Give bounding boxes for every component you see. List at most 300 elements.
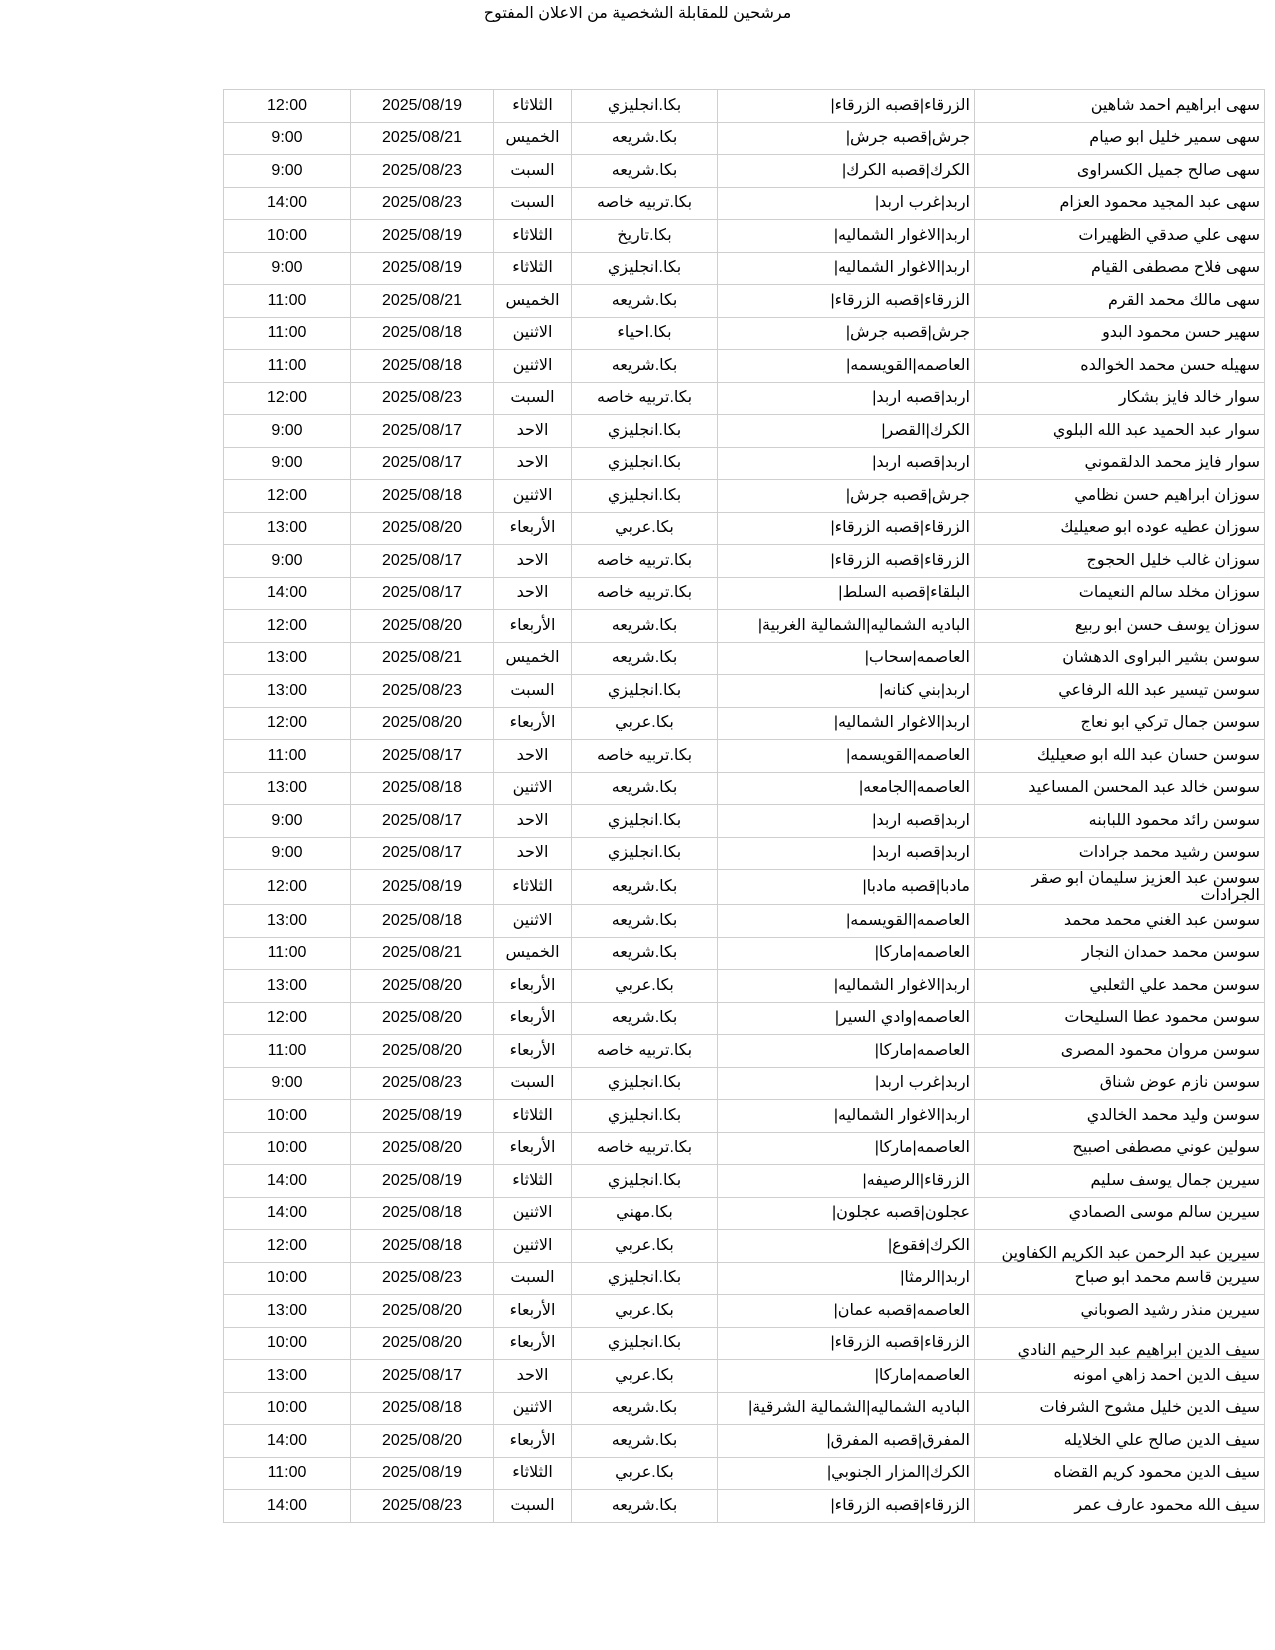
interview-time: 10:00 bbox=[224, 1100, 351, 1133]
candidate-specialty: بكا.تربيه خاصه bbox=[572, 1035, 718, 1068]
candidate-name: سهى ابراهيم احمد شاهين bbox=[975, 90, 1265, 123]
interview-day: الأربعاء bbox=[494, 610, 572, 643]
interview-date: 2025/08/23 bbox=[351, 1067, 494, 1100]
candidate-location: العاصمه|ماركا| bbox=[718, 1360, 975, 1393]
interview-day: الاثنين bbox=[494, 1392, 572, 1425]
candidate-location: اربد|الرمثا| bbox=[718, 1262, 975, 1295]
interview-time: 12:00 bbox=[224, 1230, 351, 1263]
table-row bbox=[224, 642, 1265, 675]
interview-date: 2025/08/20 bbox=[351, 1002, 494, 1035]
candidate-specialty: بكا.انجليزي bbox=[572, 90, 718, 123]
candidate-name: سهير حسن محمود البدو bbox=[975, 317, 1265, 350]
table-row bbox=[224, 90, 1265, 123]
candidate-specialty: بكا.احياء bbox=[572, 317, 718, 350]
interview-time: 12:00 bbox=[224, 480, 351, 513]
interview-day: السبت bbox=[494, 155, 572, 188]
candidate-specialty: بكا.تربيه خاصه bbox=[572, 1132, 718, 1165]
candidate-location: اربد|قصبه اربد| bbox=[718, 805, 975, 838]
interview-time: 9:00 bbox=[224, 447, 351, 480]
table-row bbox=[224, 805, 1265, 838]
candidate-specialty: بكا.شريعه bbox=[572, 1392, 718, 1425]
candidate-location: العاصمه|ماركا| bbox=[718, 937, 975, 970]
candidate-location: العاصمه|ماركا| bbox=[718, 1035, 975, 1068]
candidate-specialty: بكا.تربيه خاصه bbox=[572, 382, 718, 415]
candidate-location: العاصمه|القويسمه| bbox=[718, 905, 975, 938]
interview-date: 2025/08/17 bbox=[351, 1360, 494, 1393]
interview-time: 11:00 bbox=[224, 285, 351, 318]
interview-date: 2025/08/18 bbox=[351, 317, 494, 350]
candidate-name: سهى سمير خليل ابو صيام bbox=[975, 122, 1265, 155]
interview-time: 14:00 bbox=[224, 1197, 351, 1230]
candidate-name: سوسن خالد عبد المحسن المساعيد bbox=[975, 772, 1265, 805]
candidate-specialty: بكا.انجليزي bbox=[572, 1067, 718, 1100]
interview-time: 11:00 bbox=[224, 740, 351, 773]
interview-date: 2025/08/20 bbox=[351, 1035, 494, 1068]
candidate-specialty: بكا.انجليزي bbox=[572, 480, 718, 513]
candidate-location: اربد|الاغوار الشماليه| bbox=[718, 970, 975, 1003]
table-row bbox=[224, 905, 1265, 938]
interview-time: 11:00 bbox=[224, 317, 351, 350]
candidate-specialty: بكا.شريعه bbox=[572, 155, 718, 188]
interview-day: الأربعاء bbox=[494, 1132, 572, 1165]
candidate-location: البلقاء|قصبه السلط| bbox=[718, 577, 975, 610]
interview-date: 2025/08/19 bbox=[351, 1100, 494, 1133]
candidate-name: سهى صالح جميل الكسراوى bbox=[975, 155, 1265, 188]
candidate-specialty: بكا.عربي bbox=[572, 1360, 718, 1393]
candidate-location: الكرك|القصر| bbox=[718, 415, 975, 448]
interview-day: الخميس bbox=[494, 937, 572, 970]
candidate-location: اربد|غرب اربد| bbox=[718, 187, 975, 220]
candidate-name: سهى علي صدقي الظهيرات bbox=[975, 220, 1265, 253]
candidate-location: اربد|غرب اربد| bbox=[718, 1067, 975, 1100]
interview-date: 2025/08/17 bbox=[351, 805, 494, 838]
interview-day: الاحد bbox=[494, 415, 572, 448]
candidate-specialty: بكا.انجليزي bbox=[572, 415, 718, 448]
interview-date: 2025/08/20 bbox=[351, 512, 494, 545]
table-row bbox=[224, 740, 1265, 773]
interview-time: 13:00 bbox=[224, 772, 351, 805]
candidate-specialty: بكا.شريعه bbox=[572, 1002, 718, 1035]
interview-time: 12:00 bbox=[224, 382, 351, 415]
table-row bbox=[224, 187, 1265, 220]
candidate-location: مادبا|قصبه مادبا| bbox=[718, 870, 975, 905]
table-row bbox=[224, 350, 1265, 383]
candidate-name: سيرين منذر رشيد الصوباني bbox=[975, 1295, 1265, 1328]
candidate-specialty: بكا.مهني bbox=[572, 1197, 718, 1230]
interview-time: 12:00 bbox=[224, 1002, 351, 1035]
interview-day: الثلاثاء bbox=[494, 252, 572, 285]
candidate-specialty: بكا.تربيه خاصه bbox=[572, 740, 718, 773]
interview-time: 12:00 bbox=[224, 610, 351, 643]
candidate-name: سوسن محمود عطا السليحات bbox=[975, 1002, 1265, 1035]
interview-date: 2025/08/19 bbox=[351, 1165, 494, 1198]
candidate-name: سيف الدين خليل مشوح الشرفات bbox=[975, 1392, 1265, 1425]
interview-day: الأربعاء bbox=[494, 1295, 572, 1328]
interview-day: الأربعاء bbox=[494, 707, 572, 740]
candidate-name: سوسن وليد محمد الخالدي bbox=[975, 1100, 1265, 1133]
candidate-location: الكرك|المزار الجنوبي| bbox=[718, 1457, 975, 1490]
interview-time: 12:00 bbox=[224, 707, 351, 740]
candidate-name: سيرين سالم موسى الصمادي bbox=[975, 1197, 1265, 1230]
candidate-specialty: بكا.شريعه bbox=[572, 610, 718, 643]
interview-time: 10:00 bbox=[224, 220, 351, 253]
candidate-name: سوزان غالب خليل الحجوج bbox=[975, 545, 1265, 578]
table-row bbox=[224, 1132, 1265, 1165]
interview-time: 13:00 bbox=[224, 642, 351, 675]
interview-time: 14:00 bbox=[224, 1490, 351, 1523]
candidate-name: سوزان ابراهيم حسن نظامي bbox=[975, 480, 1265, 513]
candidate-location: اربد|قصبه اربد| bbox=[718, 447, 975, 480]
interview-time: 11:00 bbox=[224, 1457, 351, 1490]
table-row bbox=[224, 512, 1265, 545]
interview-date: 2025/08/17 bbox=[351, 740, 494, 773]
interview-day: السبت bbox=[494, 1490, 572, 1523]
interview-day: الأربعاء bbox=[494, 970, 572, 1003]
interview-time: 9:00 bbox=[224, 805, 351, 838]
candidate-location: الباديه الشماليه|الشمالية الشرقية| bbox=[718, 1392, 975, 1425]
candidate-name: سوسن عبد العزيز سليمان ابو صقر الجرادات bbox=[975, 870, 1265, 905]
interview-time: 10:00 bbox=[224, 1132, 351, 1165]
interview-day: السبت bbox=[494, 1262, 572, 1295]
candidate-location: الزرقاء|قصبه الزرقاء| bbox=[718, 90, 975, 123]
candidate-specialty: بكا.انجليزي bbox=[572, 1262, 718, 1295]
table-row bbox=[224, 252, 1265, 285]
interview-date: 2025/08/23 bbox=[351, 187, 494, 220]
candidate-specialty: بكا.شريعه bbox=[572, 937, 718, 970]
interview-time: 14:00 bbox=[224, 1425, 351, 1458]
interview-day: الأربعاء bbox=[494, 512, 572, 545]
candidate-name: سيف الدين احمد زاهي امونه bbox=[975, 1360, 1265, 1393]
table-row bbox=[224, 772, 1265, 805]
interview-date: 2025/08/21 bbox=[351, 642, 494, 675]
candidate-specialty: بكا.انجليزي bbox=[572, 1100, 718, 1133]
interview-date: 2025/08/20 bbox=[351, 707, 494, 740]
table-row bbox=[224, 285, 1265, 318]
candidate-specialty: بكا.تربيه خاصه bbox=[572, 187, 718, 220]
candidate-specialty: بكا.انجليزي bbox=[572, 447, 718, 480]
interview-time: 11:00 bbox=[224, 1035, 351, 1068]
candidate-location: جرش|قصبه جرش| bbox=[718, 317, 975, 350]
table-row bbox=[224, 707, 1265, 740]
table-row bbox=[224, 675, 1265, 708]
table-row bbox=[224, 220, 1265, 253]
candidate-location: العاصمه|القويسمه| bbox=[718, 350, 975, 383]
interview-day: الثلاثاء bbox=[494, 1457, 572, 1490]
interview-day: الاحد bbox=[494, 740, 572, 773]
candidate-location: العاصمه|سحاب| bbox=[718, 642, 975, 675]
interview-date: 2025/08/18 bbox=[351, 1230, 494, 1263]
candidate-location: الكرك|فقوع| bbox=[718, 1230, 975, 1263]
candidate-specialty: بكا.انجليزي bbox=[572, 805, 718, 838]
table-row bbox=[224, 1230, 1265, 1263]
table-row bbox=[224, 577, 1265, 610]
candidate-location: العاصمه|القويسمه| bbox=[718, 740, 975, 773]
table-row bbox=[224, 545, 1265, 578]
table-row bbox=[224, 1262, 1265, 1295]
interview-time: 9:00 bbox=[224, 1067, 351, 1100]
interview-time: 9:00 bbox=[224, 252, 351, 285]
candidate-name: سيرين عبد الرحمن عبد الكريم الكفاوين bbox=[975, 1230, 1265, 1263]
interview-date: 2025/08/20 bbox=[351, 1295, 494, 1328]
interview-day: السبت bbox=[494, 382, 572, 415]
interview-date: 2025/08/20 bbox=[351, 610, 494, 643]
interview-day: الثلاثاء bbox=[494, 90, 572, 123]
page-title: مرشحين للمقابلة الشخصية من الاعلان المفتوح bbox=[483, 5, 792, 22]
candidate-name: سوسن تيسير عبد الله الرفاعي bbox=[975, 675, 1265, 708]
candidate-name: سهى فلاح مصطفى القيام bbox=[975, 252, 1265, 285]
candidate-location: الزرقاء|قصبه الزرقاء| bbox=[718, 545, 975, 578]
candidate-name: سوزان مخلد سالم النعيمات bbox=[975, 577, 1265, 610]
interview-time: 13:00 bbox=[224, 1360, 351, 1393]
table-row bbox=[224, 1295, 1265, 1328]
candidate-name: سوسن حسان عبد الله ابو صعيليك bbox=[975, 740, 1265, 773]
candidate-location: الزرقاء|الرصيفه| bbox=[718, 1165, 975, 1198]
interview-date: 2025/08/17 bbox=[351, 837, 494, 870]
candidate-location: جرش|قصبه جرش| bbox=[718, 122, 975, 155]
interview-time: 13:00 bbox=[224, 512, 351, 545]
interview-date: 2025/08/18 bbox=[351, 350, 494, 383]
candidate-name: سوسن محمد علي الثعلبي bbox=[975, 970, 1265, 1003]
candidate-specialty: بكا.عربي bbox=[572, 512, 718, 545]
candidate-specialty: بكا.انجليزي bbox=[572, 1327, 718, 1360]
interview-date: 2025/08/20 bbox=[351, 1132, 494, 1165]
candidate-location: العاصمه|قصبه عمان| bbox=[718, 1295, 975, 1328]
table-row bbox=[224, 837, 1265, 870]
interview-day: الخميس bbox=[494, 642, 572, 675]
candidate-name: سهيله حسن محمد الخوالده bbox=[975, 350, 1265, 383]
candidate-location: اربد|قصبه اربد| bbox=[718, 837, 975, 870]
interview-day: السبت bbox=[494, 187, 572, 220]
candidate-location: العاصمه|الجامعه| bbox=[718, 772, 975, 805]
candidate-specialty: بكا.شريعه bbox=[572, 642, 718, 675]
table-row bbox=[224, 1100, 1265, 1133]
interview-time: 10:00 bbox=[224, 1262, 351, 1295]
interview-time: 13:00 bbox=[224, 970, 351, 1003]
table-row bbox=[224, 937, 1265, 970]
candidate-location: جرش|قصبه جرش| bbox=[718, 480, 975, 513]
candidate-location: اربد|الاغوار الشماليه| bbox=[718, 252, 975, 285]
interview-date: 2025/08/18 bbox=[351, 772, 494, 805]
table-row bbox=[224, 122, 1265, 155]
candidate-name: سوسن جمال تركي ابو نعاج bbox=[975, 707, 1265, 740]
interview-date: 2025/08/21 bbox=[351, 285, 494, 318]
interview-date: 2025/08/23 bbox=[351, 1490, 494, 1523]
interview-time: 14:00 bbox=[224, 1165, 351, 1198]
candidate-specialty: بكا.شريعه bbox=[572, 1490, 718, 1523]
table-row bbox=[224, 155, 1265, 188]
interview-day: الاحد bbox=[494, 837, 572, 870]
interview-day: الاحد bbox=[494, 805, 572, 838]
candidate-location: الزرقاء|قصبه الزرقاء| bbox=[718, 512, 975, 545]
candidate-location: العاصمه|ماركا| bbox=[718, 1132, 975, 1165]
candidate-location: الكرك|قصبه الكرك| bbox=[718, 155, 975, 188]
table-row bbox=[224, 447, 1265, 480]
interview-date: 2025/08/20 bbox=[351, 1425, 494, 1458]
interview-date: 2025/08/18 bbox=[351, 1392, 494, 1425]
candidate-name: سهى عبد المجيد محمود العزام bbox=[975, 187, 1265, 220]
interview-day: الاثنين bbox=[494, 317, 572, 350]
interview-date: 2025/08/19 bbox=[351, 870, 494, 905]
interview-date: 2025/08/21 bbox=[351, 937, 494, 970]
candidate-name: سيف الدين ابراهيم عبد الرحيم النادي bbox=[975, 1327, 1265, 1360]
candidate-specialty: بكا.عربي bbox=[572, 970, 718, 1003]
interview-day: الأربعاء bbox=[494, 1327, 572, 1360]
interview-time: 12:00 bbox=[224, 870, 351, 905]
interview-date: 2025/08/23 bbox=[351, 155, 494, 188]
candidate-location: الزرقاء|قصبه الزرقاء| bbox=[718, 1327, 975, 1360]
candidate-specialty: بكا.تربيه خاصه bbox=[572, 577, 718, 610]
interview-date: 2025/08/23 bbox=[351, 675, 494, 708]
interview-date: 2025/08/17 bbox=[351, 545, 494, 578]
interview-time: 10:00 bbox=[224, 1392, 351, 1425]
interview-time: 9:00 bbox=[224, 837, 351, 870]
interview-day: الاثنين bbox=[494, 772, 572, 805]
candidate-specialty: بكا.شريعه bbox=[572, 122, 718, 155]
candidate-specialty: بكا.عربي bbox=[572, 1295, 718, 1328]
candidate-name: سولين عوني مصطفى اصبيح bbox=[975, 1132, 1265, 1165]
candidate-name: سوسن بشير البراوى الدهشان bbox=[975, 642, 1265, 675]
candidate-specialty: بكا.شريعه bbox=[572, 1425, 718, 1458]
interview-day: السبت bbox=[494, 675, 572, 708]
table-row bbox=[224, 1197, 1265, 1230]
interview-day: الأربعاء bbox=[494, 1002, 572, 1035]
candidate-name: سوزان يوسف حسن ابو ربيع bbox=[975, 610, 1265, 643]
candidate-name: سوار فايز محمد الدلقموني bbox=[975, 447, 1265, 480]
candidates-table-body bbox=[224, 90, 1265, 1523]
interview-time: 11:00 bbox=[224, 350, 351, 383]
candidate-specialty: بكا.انجليزي bbox=[572, 252, 718, 285]
candidate-specialty: بكا.عربي bbox=[572, 707, 718, 740]
interview-day: الاثنين bbox=[494, 905, 572, 938]
interview-date: 2025/08/20 bbox=[351, 970, 494, 1003]
interview-time: 13:00 bbox=[224, 905, 351, 938]
candidate-location: اربد|بني كنانه| bbox=[718, 675, 975, 708]
candidate-name: سوسن عبد الغني محمد محمد bbox=[975, 905, 1265, 938]
candidate-specialty: بكا.عربي bbox=[572, 1457, 718, 1490]
candidate-specialty: بكا.عربي bbox=[572, 1230, 718, 1263]
table-row bbox=[224, 382, 1265, 415]
candidate-name: سوسن رشيد محمد جرادات bbox=[975, 837, 1265, 870]
table-row bbox=[224, 1327, 1265, 1360]
interview-date: 2025/08/18 bbox=[351, 480, 494, 513]
interview-date: 2025/08/23 bbox=[351, 382, 494, 415]
candidate-specialty: بكا.شريعه bbox=[572, 350, 718, 383]
interview-time: 9:00 bbox=[224, 545, 351, 578]
candidate-specialty: بكا.شريعه bbox=[572, 772, 718, 805]
candidate-name: سيرين قاسم محمد ابو صباح bbox=[975, 1262, 1265, 1295]
candidate-location: العاصمه|وادي السير| bbox=[718, 1002, 975, 1035]
interview-date: 2025/08/23 bbox=[351, 1262, 494, 1295]
table-row bbox=[224, 970, 1265, 1003]
interview-time: 9:00 bbox=[224, 122, 351, 155]
table-row bbox=[224, 317, 1265, 350]
interview-day: الاحد bbox=[494, 577, 572, 610]
interview-day: الثلاثاء bbox=[494, 1165, 572, 1198]
candidate-specialty: بكا.تربيه خاصه bbox=[572, 545, 718, 578]
interview-date: 2025/08/20 bbox=[351, 1327, 494, 1360]
interview-day: الاثنين bbox=[494, 1230, 572, 1263]
candidate-name: سوسن مروان محمود المصرى bbox=[975, 1035, 1265, 1068]
candidate-name: سوار خالد فايز بشكار bbox=[975, 382, 1265, 415]
table-row bbox=[224, 1067, 1265, 1100]
interview-day: الاحد bbox=[494, 545, 572, 578]
interview-time: 12:00 bbox=[224, 90, 351, 123]
interview-date: 2025/08/21 bbox=[351, 122, 494, 155]
interview-day: الثلاثاء bbox=[494, 220, 572, 253]
candidate-name: سوسن رائد محمود اللبابنه bbox=[975, 805, 1265, 838]
interview-date: 2025/08/19 bbox=[351, 252, 494, 285]
table-row bbox=[224, 1002, 1265, 1035]
candidate-name: سيف الدين صالح علي الخلايله bbox=[975, 1425, 1265, 1458]
candidate-location: اربد|الاغوار الشماليه| bbox=[718, 1100, 975, 1133]
candidate-name: سوسن محمد حمدان النجار bbox=[975, 937, 1265, 970]
candidates-table bbox=[223, 89, 1265, 1523]
candidate-location: المفرق|قصبه المفرق| bbox=[718, 1425, 975, 1458]
table-row bbox=[224, 1035, 1265, 1068]
candidate-name: سيف الدين محمود كريم القضاه bbox=[975, 1457, 1265, 1490]
table-row bbox=[224, 1165, 1265, 1198]
candidate-name: سوزان عطيه عوده ابو صعيليك bbox=[975, 512, 1265, 545]
interview-day: الأربعاء bbox=[494, 1425, 572, 1458]
interview-date: 2025/08/19 bbox=[351, 220, 494, 253]
interview-time: 14:00 bbox=[224, 187, 351, 220]
candidate-location: الزرقاء|قصبه الزرقاء| bbox=[718, 1490, 975, 1523]
interview-time: 10:00 bbox=[224, 1327, 351, 1360]
candidate-specialty: بكا.شريعه bbox=[572, 870, 718, 905]
candidate-name: سهى مالك محمد القرم bbox=[975, 285, 1265, 318]
table-row bbox=[224, 1360, 1265, 1393]
interview-date: 2025/08/18 bbox=[351, 1197, 494, 1230]
table-row bbox=[224, 1392, 1265, 1425]
interview-day: الاحد bbox=[494, 447, 572, 480]
candidate-specialty: بكا.انجليزي bbox=[572, 837, 718, 870]
interview-day: الثلاثاء bbox=[494, 870, 572, 905]
candidate-location: اربد|الاغوار الشماليه| bbox=[718, 707, 975, 740]
interview-day: الأربعاء bbox=[494, 1035, 572, 1068]
interview-date: 2025/08/17 bbox=[351, 415, 494, 448]
table-row bbox=[224, 415, 1265, 448]
candidate-specialty: بكا.انجليزي bbox=[572, 675, 718, 708]
candidate-location: عجلون|قصبه عجلون| bbox=[718, 1197, 975, 1230]
table-row bbox=[224, 1425, 1265, 1458]
interview-time: 14:00 bbox=[224, 577, 351, 610]
interview-date: 2025/08/17 bbox=[351, 447, 494, 480]
interview-date: 2025/08/19 bbox=[351, 1457, 494, 1490]
candidate-specialty: بكا.شريعه bbox=[572, 905, 718, 938]
candidate-location: اربد|قصبه اربد| bbox=[718, 382, 975, 415]
candidate-name: سوار عبد الحميد عبد الله البلوي bbox=[975, 415, 1265, 448]
table-row bbox=[224, 870, 1265, 905]
table-row bbox=[224, 1490, 1265, 1523]
interview-day: السبت bbox=[494, 1067, 572, 1100]
interview-day: الثلاثاء bbox=[494, 1100, 572, 1133]
table-row bbox=[224, 1457, 1265, 1490]
candidate-name: سيف الله محمود عارف عمر bbox=[975, 1490, 1265, 1523]
interview-day: الاثنين bbox=[494, 1197, 572, 1230]
interview-date: 2025/08/19 bbox=[351, 90, 494, 123]
interview-day: الخميس bbox=[494, 285, 572, 318]
interview-date: 2025/08/18 bbox=[351, 905, 494, 938]
interview-day: الاثنين bbox=[494, 480, 572, 513]
interview-day: الاحد bbox=[494, 1360, 572, 1393]
candidate-specialty: بكا.شريعه bbox=[572, 285, 718, 318]
candidate-name: سوسن نازم عوض شناق bbox=[975, 1067, 1265, 1100]
interview-time: 11:00 bbox=[224, 937, 351, 970]
interview-date: 2025/08/17 bbox=[351, 577, 494, 610]
candidate-specialty: بكا.انجليزي bbox=[572, 1165, 718, 1198]
interview-time: 13:00 bbox=[224, 1295, 351, 1328]
candidate-location: الزرقاء|قصبه الزرقاء| bbox=[718, 285, 975, 318]
